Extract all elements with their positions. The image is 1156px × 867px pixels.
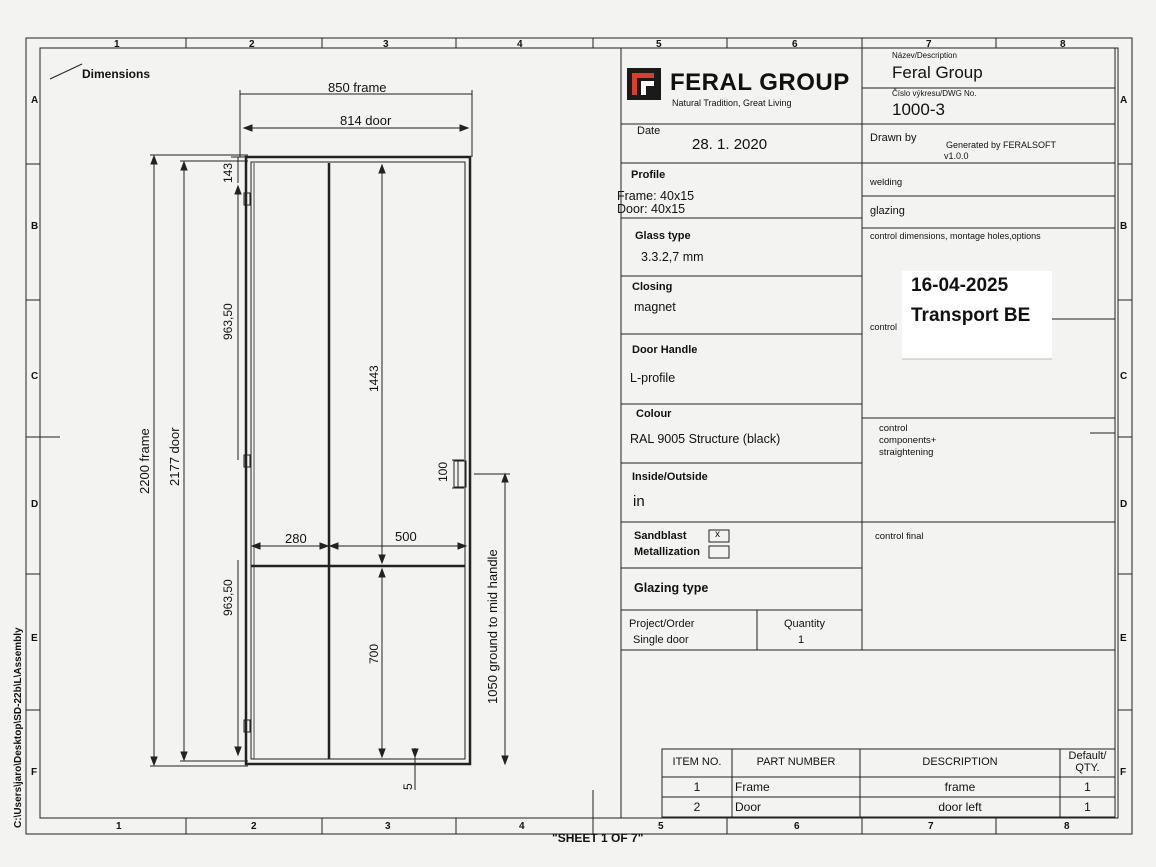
table-row: 2 [693,800,701,814]
dimensions-label: Dimensions [82,67,151,81]
bom-row-1-part: Frame [735,780,770,794]
dim-door-width: 814 door [340,113,392,128]
grid-row-b: B [31,221,39,232]
dim-bottom-gap: 5 [401,783,415,790]
bom-row-2-qty: 1 [1084,800,1091,814]
grid-col-7: 7 [926,39,932,50]
grid-col-4: 4 [517,39,523,50]
stamp-text: Transport BE [911,305,1031,326]
grid-col-7-bottom: 7 [928,821,934,832]
bom-row-1-qty: 1 [1084,780,1091,794]
company-tagline: Natural Tradition, Great Living [672,98,792,108]
grid-row-a-right: A [1120,95,1128,106]
grid-col-1-bottom: 1 [116,821,122,832]
bom-header-part: PART NUMBER [756,756,836,768]
grid-col-8-bottom: 8 [1064,821,1070,832]
profile-frame: Frame: 40x15 [617,189,695,203]
stamp-date: 16-04-2025 [911,275,1009,296]
check-components-3: straightening [879,447,934,458]
bom-header-item: ITEM NO. [672,756,722,768]
grid-row-d: D [31,499,39,510]
bom-header-description: DESCRIPTION [922,756,998,768]
dim-lower-glass: 700 [367,643,381,664]
description-label: Název/Description [892,51,957,60]
metallization-checkbox[interactable] [709,546,729,558]
dim-door-height: 2177 door [167,427,182,486]
grid-col-3: 3 [383,39,389,50]
bom-header-qty: QTY. [1075,762,1100,774]
check-control-dimensions: control dimensions, montage holes,options [870,231,1041,241]
dim-left-bay: 280 [285,531,307,546]
description-value: Feral Group [892,63,983,82]
grid-col-3-bottom: 3 [385,821,391,832]
grid-col-8: 8 [1060,39,1066,50]
grid-col-5-bottom: 5 [658,821,664,832]
glass-type-label: Glass type [635,230,691,242]
check-control-final: control final [875,531,924,542]
dwg-number: 1000-3 [892,100,945,119]
inside-outside-value: in [633,493,645,510]
grid-row-d-right: D [1120,499,1128,510]
dim-frame-height: 2200 frame [137,428,152,494]
check-components-1: control [879,423,908,434]
dim-upper-height: 963,50 [221,303,235,340]
check-welding: welding [870,177,903,188]
grid-row-f-right: F [1120,767,1127,778]
glazing-type-label: Glazing type [634,581,709,595]
colour-value: RAL 9005 Structure (black) [630,432,781,446]
drawn-by-label: Drawn by [870,132,917,144]
sheet-label: "SHEET 1 OF 7" [552,831,644,845]
check-components-2: components+ [879,435,937,446]
inside-outside-label: Inside/Outside [632,471,708,483]
grid-col-4-bottom: 4 [519,821,525,832]
grid-row-e-right: E [1120,633,1127,644]
door-handle-label: Door Handle [632,344,698,356]
date-label: Date [637,125,661,137]
file-path: C:\Users\jaro\Desktop\SD-22b\L\Assembly [13,627,24,828]
glass-type-value: 3.3.2,7 mm [641,250,704,264]
dim-handle-size: 100 [436,461,450,482]
check-glazing: glazing [870,205,905,217]
grid-row-e: E [31,633,38,644]
dim-right-bay: 500 [395,529,417,544]
feral-logo-icon [626,67,662,101]
metallization-label: Metallization [634,546,701,558]
grid-row-c: C [31,371,39,382]
grid-row-b-right: B [1120,221,1128,232]
bom-row-2-part: Door [735,800,762,814]
date-value: 28. 1. 2020 [692,136,768,153]
closing-value: magnet [634,300,676,314]
profile-door: Door: 40x15 [617,202,686,216]
company-logo [626,67,662,101]
grid-col-6: 6 [792,39,798,50]
grid-col-6-bottom: 6 [794,821,800,832]
project-order-value: Single door [633,634,689,646]
grid-row-a: A [31,95,39,106]
quantity-value: 1 [798,634,805,646]
colour-label: Colour [636,408,672,420]
closing-label: Closing [632,281,673,293]
grid-row-f: F [31,767,38,778]
grid-col-2: 2 [249,39,255,50]
sandblast-label: Sandblast [634,530,687,542]
bom-row-1-description: frame [944,780,976,794]
dim-handle-height: 1050 ground to mid handle [485,549,500,704]
profile-label: Profile [631,169,666,181]
dim-frame-width: 850 frame [328,80,387,95]
grid-col-2-bottom: 2 [251,821,257,832]
door-handle-value: L-profile [630,371,676,385]
table-row: 1 [693,780,701,794]
grid-col-1: 1 [114,39,120,50]
dim-lower-height: 963,50 [221,579,235,616]
dim-upper-glass: 1443 [367,365,381,392]
bom-header-default: Default/ [1068,750,1107,762]
grid-row-c-right: C [1120,371,1128,382]
drawn-by-version: v1.0.0 [944,151,969,161]
bom-row-2-description: door left [938,800,982,814]
project-order-label: Project/Order [629,618,695,630]
dwg-label: Číslo výkresu/DWG No. [892,89,977,98]
grid-col-5: 5 [656,39,662,50]
company-name: FERAL GROUP [670,69,850,96]
dim-top-gap: 143 [221,162,235,183]
drawn-by-value: Generated by FERALSOFT [946,140,1057,150]
quantity-label: Quantity [784,618,825,630]
check-control-partial: control [870,322,898,332]
sandblast-checkbox[interactable]: x [715,529,720,540]
